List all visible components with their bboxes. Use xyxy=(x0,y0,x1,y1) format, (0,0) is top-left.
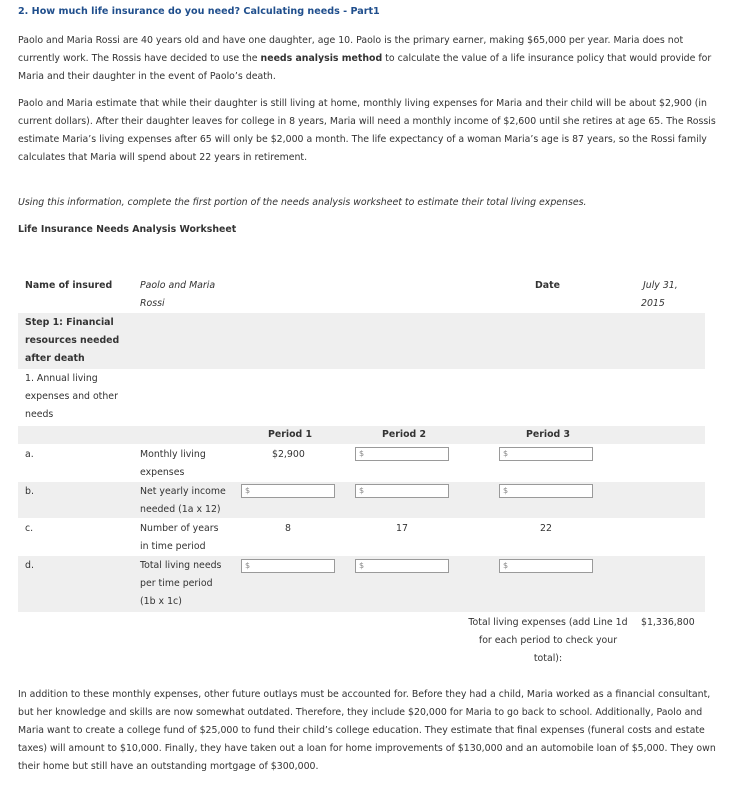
row-d-desc-line1: Total living needs xyxy=(140,560,222,571)
instruction-text: Using this information, complete the first portion of the needs analysis worksheet to estimate their total living expenses. xyxy=(18,197,587,208)
date-value-line2: 2015 xyxy=(641,298,665,309)
row-a-letter: a. xyxy=(25,449,34,460)
worksheet-title: Life Insurance Needs Analysis Worksheet xyxy=(18,224,237,235)
intro-paragraph xyxy=(18,32,718,86)
row-c-letter: c. xyxy=(25,523,34,534)
row-a-period3-input[interactable]: $ xyxy=(499,447,593,461)
item1-label-line1: 1. Annual living xyxy=(25,373,98,384)
row-a-desc-line2: expenses xyxy=(140,467,185,478)
date-value-line1: July 31, xyxy=(643,280,678,291)
row-c-desc-line2: in time period xyxy=(140,541,206,552)
step1-label-line3: after death xyxy=(25,353,85,364)
needs-analysis-method-emphasis: needs analysis method xyxy=(260,53,383,64)
row-c-period3-value: 22 xyxy=(540,523,552,534)
period-header-shade xyxy=(18,426,705,444)
row-c-period2-value: 17 xyxy=(396,523,408,534)
row-b-desc-line1: Net yearly income xyxy=(140,486,226,497)
item1-label-line2: expenses and other xyxy=(25,391,118,402)
row-a-period2-input[interactable]: $ xyxy=(355,447,449,461)
item1-label-line3: needs xyxy=(25,409,54,420)
row-b-period1-input[interactable]: $ xyxy=(241,484,335,498)
insured-name-line2: Rossi xyxy=(140,298,165,309)
row-d-desc-line2: per time period xyxy=(140,578,213,589)
period3-header: Period 3 xyxy=(526,429,571,440)
step1-label-line2: resources needed xyxy=(25,335,120,346)
insured-name-line1: Paolo and Maria xyxy=(140,280,216,291)
name-of-insured-label: Name of insured xyxy=(25,280,113,291)
row-d-period1-input[interactable]: $ xyxy=(241,559,335,573)
row-d-period2-input[interactable]: $ xyxy=(355,559,449,573)
row-c-desc-line1: Number of years xyxy=(140,523,219,534)
step1-row-shade xyxy=(18,313,705,369)
row-a-desc-line1: Monthly living xyxy=(140,449,206,460)
row-a-period1-value: $2,900 xyxy=(272,449,305,460)
row-d-letter: d. xyxy=(25,560,34,571)
additional-outlays-paragraph: In addition to these monthly expenses, other future outlays must be accounted for. Before they had a child, Maria worked as a financial consultant, but her knowledge and skills are now somewhat outdated. Therefore, they include $20,000 for Maria to go back to school. Additionally, Paolo and Maria want to create a college fund of $25,000 to fund their child’s college education. They estimate that final expenses (funeral costs and estate taxes) will amount to $10,000. Finally, they have taken out a loan for home improvements of $130,000 and an automobile loan of $5,000. They own their home but still have an outstanding mortgage of $300,000. xyxy=(18,689,716,772)
date-label: Date xyxy=(535,280,560,291)
intro-text-end: to calculate the value of a life insurance policy that would provide for Maria and their daughter in the event of Paolo’s death. xyxy=(18,53,712,82)
total-label-line2: for each period to check your xyxy=(478,635,618,646)
row-b-period3-input[interactable]: $ xyxy=(499,484,593,498)
row-c-period1-value: 8 xyxy=(285,523,291,534)
total-label-line1: Total living expenses (add Line 1d xyxy=(468,617,628,628)
row-b-period2-input[interactable]: $ xyxy=(355,484,449,498)
period1-header: Period 1 xyxy=(268,429,313,440)
row-b-letter: b. xyxy=(25,486,34,497)
intro-text-start: Paolo and Maria Rossi are 40 years old and have one daughter, age 10. Paolo is the primary earner, making $65,000 per year. Maria does not currently work. The Rossis have decided to use the xyxy=(18,35,684,64)
expenses-paragraph: Paolo and Maria estimate that while their daughter is still living at home, monthly living expenses for Maria and their child will be about $2,900 (in current dollars). After their daughter leaves for college in 8 years, Maria will need a monthly income of $2,600 until she retires at age 65. The Rossis estimate Maria’s living expenses after 65 will only be $2,000 a month. The life expectancy of a woman Maria’s age is 87 years, so the Rossi family calculates that Maria will spend about 22 years in retirement. xyxy=(18,98,716,163)
row-d-desc-line3: (1b x 1c) xyxy=(140,596,182,607)
step1-label-line1: Step 1: Financial xyxy=(25,317,114,328)
period2-header: Period 2 xyxy=(382,429,427,440)
total-living-expenses-value: $1,336,800 xyxy=(641,617,695,628)
problem-heading: 2. How much life insurance do you need? Calculating needs - Part1 xyxy=(18,6,380,17)
row-d-period3-input[interactable]: $ xyxy=(499,559,593,573)
total-label-line3: total): xyxy=(533,653,563,664)
row-b-desc-line2: needed (1a x 12) xyxy=(140,504,221,515)
